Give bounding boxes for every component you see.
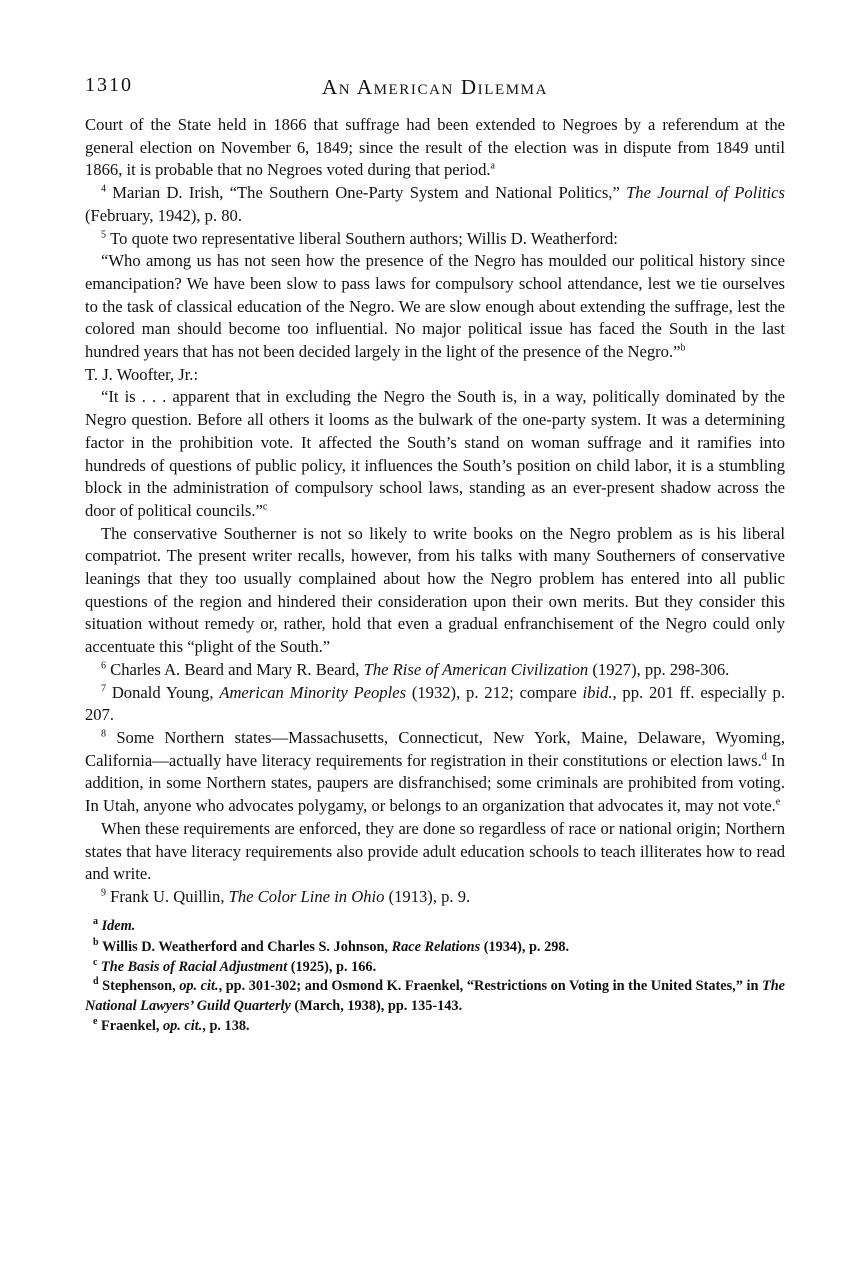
citation-title: The National Lawyers’ Guild Quarterly	[85, 978, 786, 1014]
citation-title: Race Relations	[391, 939, 481, 956]
note-mark: c	[93, 957, 98, 969]
citation-title: The Basis of Racial Adjustment	[101, 958, 288, 975]
op-cit: op. cit.	[179, 978, 219, 995]
note-b	[85, 938, 785, 958]
footnote-5	[85, 228, 785, 251]
note-ref-d: d	[761, 751, 767, 763]
note-mark: b	[93, 937, 99, 949]
woofter-attribution: T. J. Woofter, Jr.:	[85, 364, 199, 384]
text: , pp. 301-302; and Osmond K. Fraenkel, “Restrictions on Voting in the United States,” in	[218, 978, 762, 995]
note-mark: a	[93, 915, 98, 927]
note-mark: d	[93, 976, 99, 988]
text: Willis D. Weatherford and Charles S. Johnson,	[102, 939, 392, 956]
op-cit: op. cit.	[162, 1017, 203, 1034]
note-ref-e: e	[775, 796, 781, 808]
text: “It is . . . apparent that in excluding the Negro the South is, in a way, politically dominated by the Negro question. Before all others it looms as the bulwark of the one-party system. It was a determining factor in the prohibition vote. It affected the South’s stand on woman suffrage and it ramifies into hundreds of questions of public policy, it influences the South’s position on child labor, it is a stumbling block in the administration of compulsory school laws, standing as an ever-present shadow across the door of political councils.”	[85, 387, 785, 520]
text: (March, 1938), pp. 135-143.	[290, 997, 463, 1014]
text: Frank U. Quillin,	[110, 886, 229, 906]
lettered-notes	[85, 917, 785, 1037]
note-ref-a: a	[490, 160, 495, 172]
text: Court of the State held in 1866 that suffrage had been extended to Negroes by a referendum at the general election on November 6, 1849; since the result of the election was in dispute from 1849 until 1866, it is probable that no Negroes voted during that period.	[85, 115, 785, 180]
footnote-number: 9	[101, 887, 106, 899]
footnote-number: 4	[101, 183, 106, 195]
text: Stephenson,	[102, 978, 180, 995]
text: Charles A. Beard and Mary R. Beard,	[110, 659, 364, 679]
page-header	[85, 74, 785, 114]
note-text: Idem.	[101, 917, 136, 934]
text: Marian D. Irish, “The Southern One-Party System and National Politics,”	[112, 183, 627, 203]
footnote-number: 7	[101, 683, 106, 695]
text: (February, 1942), p. 80.	[85, 205, 242, 225]
note-a	[85, 917, 785, 937]
note-e	[85, 1017, 785, 1037]
text: (1927), pp. 298-306.	[588, 659, 730, 679]
running-title: An American Dilemma	[321, 75, 549, 99]
footnote-4	[85, 182, 785, 227]
text: (1925), p. 166.	[287, 958, 377, 975]
note-ref-c: c	[262, 501, 268, 513]
citation-title: American Minority Peoples	[219, 682, 407, 702]
quote-woofter	[85, 386, 785, 522]
paragraph-requirements: When these requirements are enforced, they are done so regardless of race or national origin; Northern states that have literacy requirements also provide adult education schools to teach illiterates how to read and write.	[85, 818, 785, 884]
footnote-number: 8	[101, 728, 106, 740]
footnote-8	[85, 727, 785, 818]
footnote-7	[85, 682, 785, 727]
ibid: ibid.	[582, 682, 613, 702]
text: , p. 138.	[202, 1017, 250, 1034]
footnote-9	[85, 886, 785, 909]
citation-title: The Rise of American Civilization	[363, 659, 589, 679]
note-d	[85, 977, 785, 1016]
text: Donald Young,	[111, 682, 220, 702]
text: (1934), p. 298.	[480, 939, 570, 956]
footnote-6	[85, 659, 785, 682]
text: Some Northern states—Massachusetts, Connecticut, New York, Maine, Delaware, Wyoming, California—actually have literacy requirements for registration in their constitutions or election laws.	[85, 727, 785, 770]
text: In addition, in some Northern states, paupers are disfranchised; some criminals are prohibited from voting. In Utah, anyone who advocates polygamy, or belongs to an organization that advocates it, may not vote.	[85, 750, 785, 816]
note-mark: e	[93, 1015, 98, 1027]
note-ref-b: b	[680, 342, 686, 354]
paragraph-conservative: The conservative Southerner is not so likely to write books on the Negro problem as is his liberal compatriot. The present writer recalls, however, from his talks with many Southerners of conservative leanings that they too usually complained about how the Negro problem has entered into all public questions of the region and hindered their consideration upon their own merits. But they consider this situation without remedy or, rather, hold that even a gradual enfranchisement of the Negro could only accentuate this “plight of the South.”	[85, 523, 785, 657]
footnote-number: 5	[101, 228, 106, 240]
citation-title: The Color Line in Ohio	[228, 886, 385, 906]
text: (1913), p. 9.	[384, 886, 471, 906]
text: , pp. 201 ff. especially p. 207.	[85, 682, 785, 725]
footnote-number: 6	[101, 660, 106, 672]
quote-weatherford	[85, 250, 785, 364]
paragraph-court	[85, 114, 785, 182]
text: “Who among us has not seen how the presence of the Negro has moulded our political history since emancipation? We have been slow to pass laws for compulsory school attendance, lest we tie ourselves to the task of classical education of the Negro. We are slow enough about extending the suffrage, lest the colored man should become too influential. No major political issue has faced the South in the last hundred years that has not been decided largely in the light of the presence of the Negro.”	[85, 251, 785, 362]
book-page	[85, 74, 785, 1036]
text: Fraenkel,	[101, 1017, 163, 1034]
page-number: 1310	[85, 74, 133, 96]
text: (1932), p. 212; compare	[406, 682, 583, 702]
text: To quote two representative liberal Southern authors; Willis D. Weatherford:	[110, 228, 618, 248]
citation-title: The Journal of Politics	[626, 183, 785, 203]
note-c	[85, 958, 785, 978]
